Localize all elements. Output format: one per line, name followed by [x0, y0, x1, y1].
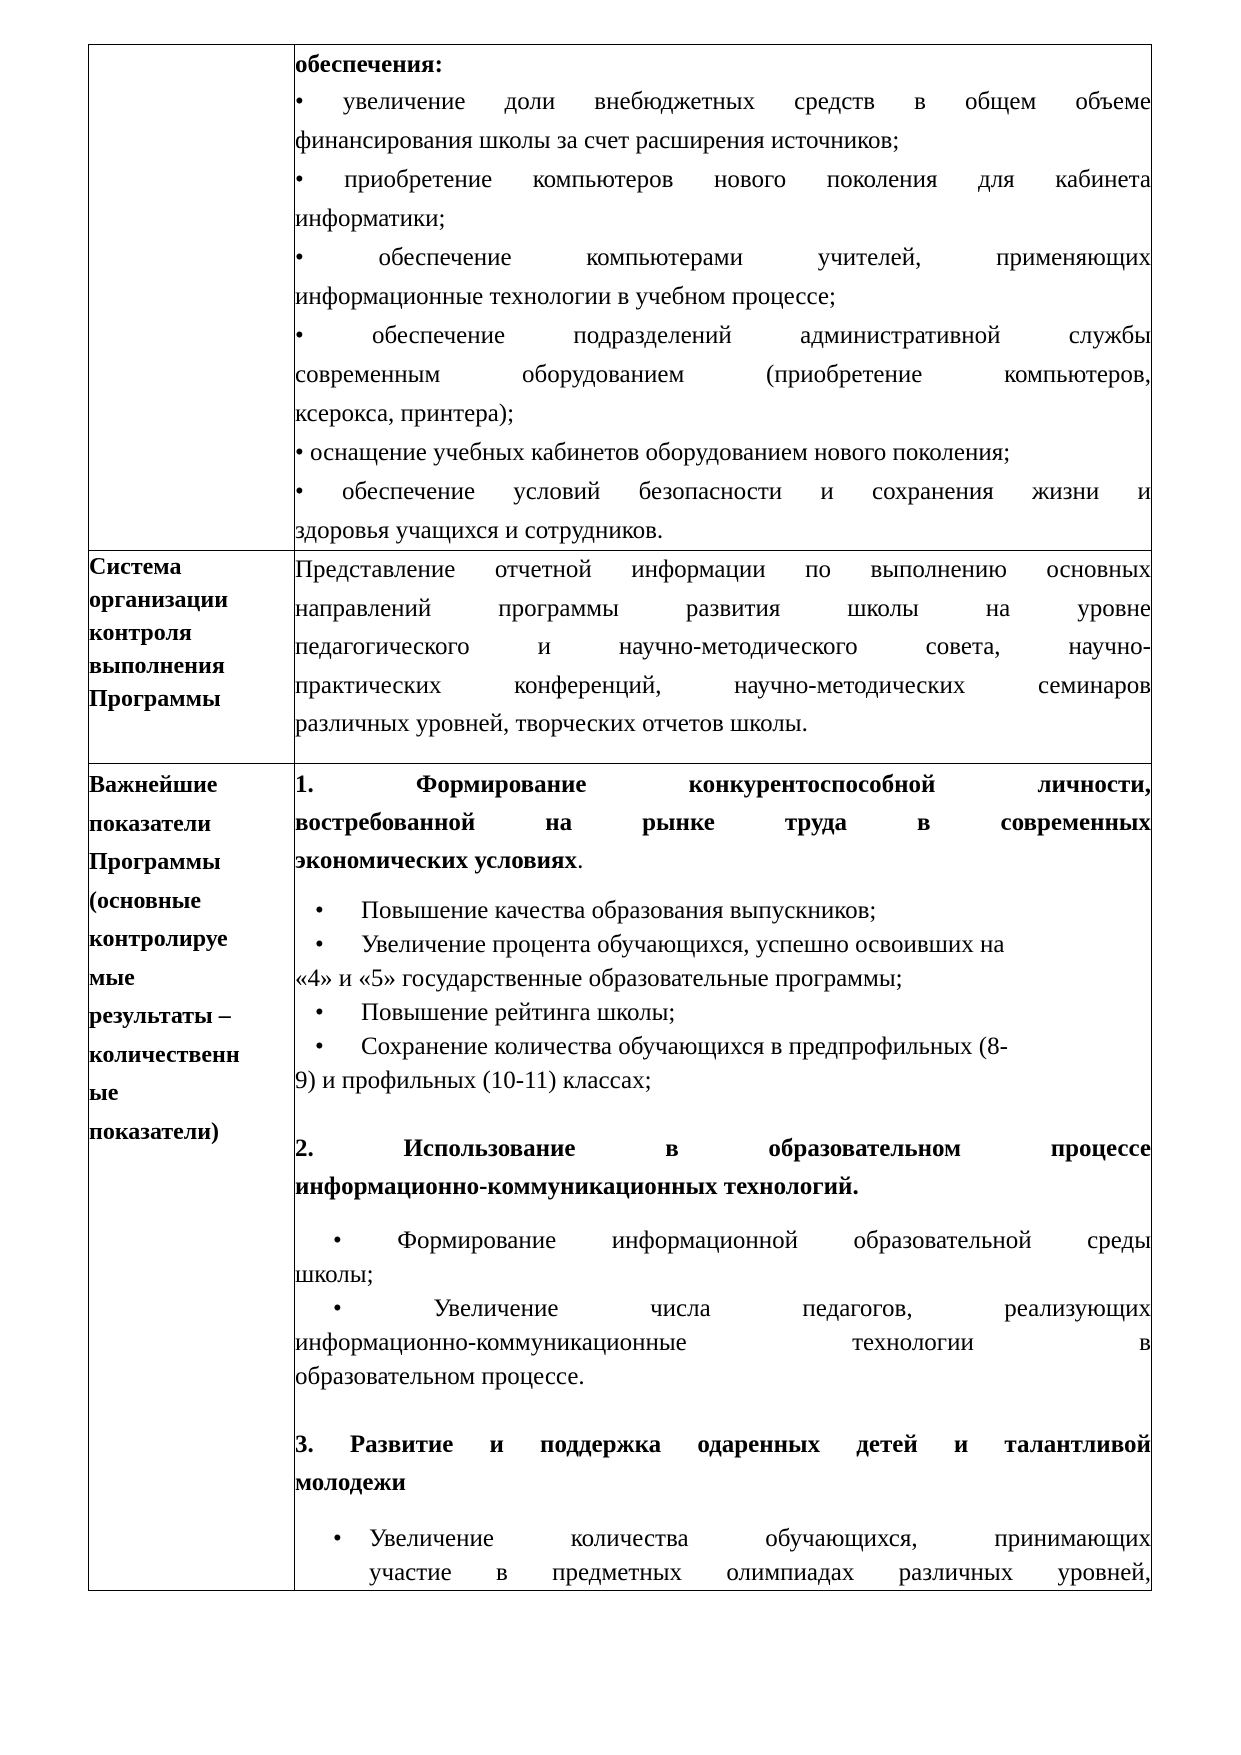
word: объеме [1075, 88, 1151, 115]
list-item-line [295, 1326, 1151, 1360]
word: развития [685, 594, 781, 622]
word: различных [898, 1559, 1014, 1586]
word: информации [631, 556, 766, 583]
row-label-line: Система [89, 554, 182, 580]
word: в [665, 1135, 679, 1162]
word: поколения [826, 166, 938, 193]
list-item [295, 1522, 1151, 1556]
section-title-line [295, 766, 1151, 804]
word: обеспечение [372, 322, 506, 349]
section-title-line [295, 842, 1151, 880]
table-row-indicators [89, 764, 1152, 1591]
list-item [295, 1030, 1151, 1064]
word: программы [498, 594, 619, 622]
word: и [953, 1431, 969, 1458]
word: административной [800, 322, 1001, 349]
word: в [914, 88, 926, 115]
word: совета, [925, 633, 1001, 660]
list-item [295, 996, 1151, 1030]
list-item-line: финансирования школы за счет расширения источников; [295, 127, 900, 154]
row-label-cell [89, 45, 295, 551]
section-title-line: молодежи [295, 1469, 406, 1496]
word: детей [856, 1431, 918, 1458]
word: в [495, 1559, 508, 1586]
row-label-line: организации [89, 587, 229, 613]
list-item-line [295, 472, 1151, 511]
word: и [489, 1431, 504, 1458]
list-item-text [295, 1556, 1151, 1590]
word: основных [1046, 556, 1151, 583]
word: количества [570, 1525, 689, 1552]
word: нового [714, 166, 787, 193]
row-label-cell [89, 551, 295, 764]
word: Увеличение [433, 1295, 559, 1322]
list-item-line: информационные технологии в учебном процессе; [295, 283, 836, 310]
bullet-list [295, 1224, 1151, 1394]
row-label-line: ые [89, 1080, 119, 1106]
word: конкурентоспособной [688, 771, 936, 798]
word: на [545, 809, 573, 836]
word: обучающихся, [765, 1525, 918, 1552]
word: подразделений [573, 322, 732, 349]
word: общем [964, 88, 1037, 115]
paragraph-line [295, 667, 1151, 706]
list-item-line [295, 1292, 1151, 1326]
word: процессе [1050, 1135, 1151, 1162]
word: числа [650, 1295, 711, 1322]
word: • [295, 322, 304, 349]
word: средств [794, 88, 876, 115]
row-label-line: Программы [89, 849, 221, 875]
word: внебюджетных [594, 88, 756, 115]
word: научно-методического [618, 633, 858, 660]
row-label-line: контроля [89, 620, 192, 646]
row-label-line: мые [89, 964, 135, 991]
bullet-list [295, 894, 1151, 1098]
bullet-icon: • [333, 1525, 342, 1552]
section-3 [295, 1426, 1151, 1502]
list-item-line [295, 160, 1151, 199]
word: востребованной [295, 809, 476, 836]
paragraph-line: различных уровней, творческих отчетов школы. [295, 710, 808, 737]
word: оборудованием [522, 361, 685, 388]
word: службы [1068, 322, 1151, 349]
word: технологии [852, 1329, 974, 1356]
word: научно- [1068, 633, 1151, 660]
bullet-icon: • [315, 931, 324, 958]
word: личности, [1037, 771, 1151, 798]
word: применяющих [996, 244, 1151, 271]
row-label-line: показатели [89, 810, 212, 837]
word: (приобретение [766, 361, 923, 388]
word: талантливой [1004, 1431, 1151, 1458]
word: поддержка [540, 1431, 662, 1458]
row-label-line: Программы [89, 686, 221, 712]
word: образовательном [768, 1135, 962, 1162]
word: семинаров [1038, 671, 1151, 699]
word: современным [295, 361, 441, 388]
indicators-cell [295, 764, 1152, 1591]
word: приобретение [344, 166, 493, 193]
list-item-text: Повышение качества образования выпускников; [361, 897, 877, 924]
list-item [295, 894, 1151, 928]
word: жизни [1032, 478, 1100, 505]
word: для [977, 166, 1015, 193]
list-item-text: 9) и профильных (10-11) классах; [295, 1067, 652, 1094]
paragraph-line [295, 628, 1151, 667]
bullet-icon: • [315, 897, 324, 924]
section-2 [295, 1130, 1151, 1206]
word: • [333, 1227, 342, 1254]
list-item-text: «4» и «5» государственные образовательные программы; [295, 965, 903, 992]
row-label-line: выполнения [89, 653, 225, 679]
section-title-text: экономических условиях [295, 847, 578, 874]
word: конференций, [514, 671, 662, 699]
list-item-line [295, 238, 1151, 277]
word: одаренных [697, 1431, 821, 1458]
list-item-text: Повышение рейтинга школы; [361, 999, 676, 1026]
list-item-line: информатики; [295, 205, 446, 232]
word: Увеличение [369, 1525, 495, 1552]
table-row-funding [89, 45, 1152, 551]
word: безопасности [638, 478, 783, 505]
word: компьютеров, [1004, 361, 1151, 388]
row-label-line: показатели) [89, 1118, 220, 1145]
word: уровней, [1057, 1559, 1151, 1586]
word: Представление [295, 556, 456, 583]
word: педагогического [295, 633, 470, 660]
word: учителей, [817, 244, 922, 271]
table-row-control [89, 551, 1152, 764]
word: современных [1000, 809, 1151, 836]
word: среды [1087, 1227, 1151, 1254]
list-item-text [369, 1522, 1151, 1556]
word: уровне [1077, 594, 1151, 622]
bullet-list [295, 1522, 1151, 1590]
word: Формирование [415, 771, 587, 798]
list-item-line: образовательном процессе. [295, 1363, 585, 1390]
word: Использование [403, 1135, 576, 1162]
word: на [985, 594, 1011, 622]
word: и [537, 633, 551, 660]
word: школы [847, 594, 919, 622]
list-item-line: здоровья учащихся и сотрудников. [295, 517, 664, 544]
control-cell [295, 551, 1152, 764]
word: компьютеров [532, 166, 674, 193]
word: информационно-коммуникационные [295, 1329, 687, 1356]
bullet-icon: • [315, 999, 324, 1026]
section-title-line [295, 804, 1151, 842]
section-title-period: . [577, 847, 584, 874]
word: рынке [642, 809, 715, 836]
paragraph-line [295, 551, 1151, 590]
word: • [333, 1295, 342, 1322]
word: труда [784, 809, 848, 836]
word: • [295, 166, 304, 193]
row-label-line: (основные [89, 887, 202, 914]
word: информационной [611, 1227, 798, 1254]
word: научно-методических [734, 671, 966, 699]
word: реализующих [1004, 1295, 1151, 1322]
word: принимающих [994, 1525, 1151, 1552]
word: участие [369, 1559, 452, 1586]
program-table [88, 44, 1152, 1591]
word: образовательной [853, 1227, 1032, 1254]
word: кабинета [1055, 166, 1151, 193]
row-label-line: Важнейшие [89, 772, 218, 798]
word: 3. [295, 1431, 314, 1458]
paragraph-line [295, 590, 1151, 629]
word: педагогов, [802, 1295, 913, 1322]
word: • [295, 244, 304, 271]
word: и [820, 478, 834, 505]
word: условий [513, 478, 601, 505]
list-item-line: ксерокса, принтера); [295, 400, 515, 427]
list-item-line [295, 355, 1151, 394]
word: Развитие [349, 1431, 454, 1458]
word: компьютерами [586, 244, 743, 271]
word: 2. [295, 1135, 314, 1162]
section-title-line [295, 1426, 1151, 1464]
word: Формирование [397, 1227, 557, 1254]
section-title-line: информационно-коммуникационных технологий. [295, 1173, 859, 1200]
row-label-line: результаты – [89, 1003, 231, 1029]
word: направлений [295, 594, 432, 622]
list-item-line [295, 316, 1151, 355]
bullet-icon: • [315, 1033, 324, 1060]
word: увеличение [342, 88, 466, 115]
list-item-text: Увеличение процента обучающихся, успешно освоивших на [361, 931, 1005, 958]
word: практических [295, 671, 442, 699]
row-label-line: контролируе [89, 926, 228, 952]
funding-cell [295, 45, 1152, 551]
word: в [917, 809, 931, 836]
word: выполнению [870, 556, 1007, 583]
word: доли [504, 88, 556, 115]
list-item-line: • оснащение учебных кабинетов оборудованием нового поколения; [295, 439, 1011, 466]
word: предметных [552, 1559, 682, 1586]
word: • [295, 478, 304, 505]
section-heading: обеспечения: [295, 51, 443, 78]
word: и [1137, 478, 1151, 505]
word: в [1139, 1329, 1151, 1356]
row-label-line: количественн [89, 1041, 240, 1068]
word: сохранения [871, 478, 994, 505]
word: обеспечение [378, 244, 512, 271]
row-label-cell [89, 764, 295, 1591]
word: отчетной [494, 556, 592, 583]
list-item [295, 928, 1151, 962]
word: олимпиадах [726, 1559, 855, 1586]
list-item-text: Сохранение количества обучающихся в предпрофильных (8- [361, 1033, 1008, 1060]
list-item-line [295, 1224, 1151, 1258]
section-title-line [295, 1130, 1151, 1168]
list-item-line: школы; [295, 1261, 374, 1288]
word: 1. [295, 771, 314, 798]
word: по [805, 556, 831, 583]
word: обеспечение [341, 478, 476, 505]
list-item-line [295, 82, 1151, 121]
word: • [295, 88, 304, 115]
